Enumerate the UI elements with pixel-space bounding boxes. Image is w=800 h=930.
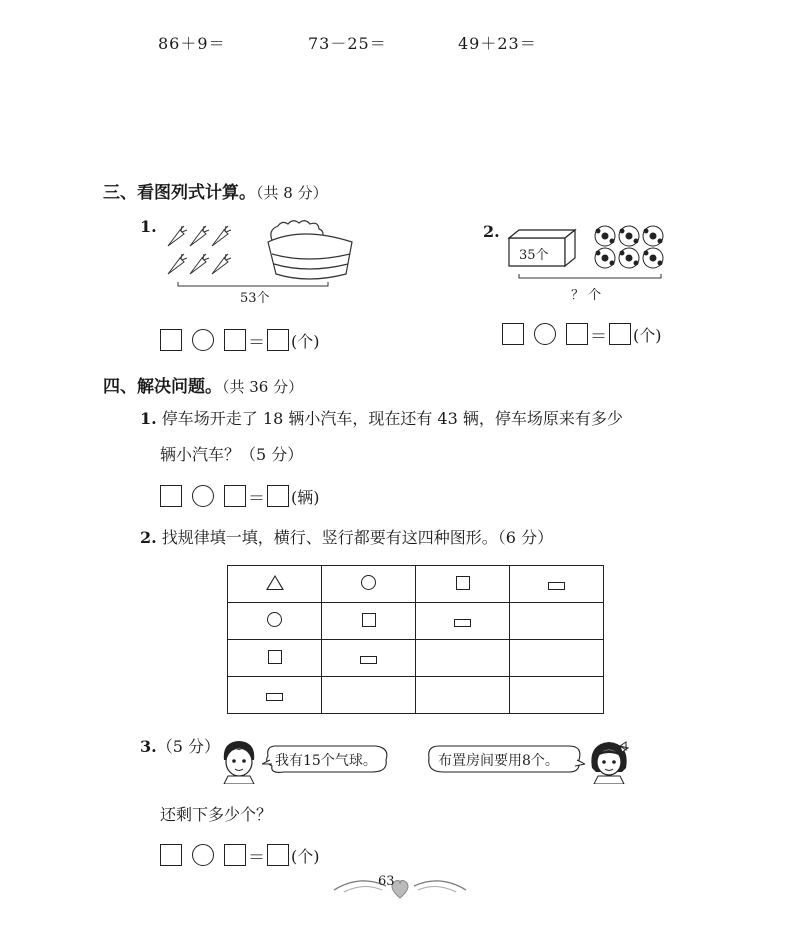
grid-cell [228,677,322,714]
s4-q3-question: 还剩下多少个？ [160,805,273,824]
answer-box[interactable] [160,329,182,351]
s4-q1-text-1: 停车场开走了 18 辆小汽车，现在还有 43 辆，停车场原来有多少 [161,409,623,428]
unit-label: (个) [291,331,320,351]
result-box[interactable] [267,485,289,507]
equals-sign: ＝ [590,326,607,347]
operator-circle[interactable] [534,323,556,345]
equation-1: 86＋9＝ [158,34,226,53]
answer-box[interactable] [224,329,246,351]
grid-cell-empty[interactable] [322,677,416,714]
grid-row [228,603,604,640]
s3-q1-total-label: 53个 [240,291,270,306]
answer-box[interactable] [224,485,246,507]
carrot-icon-group [168,226,231,274]
square-icon [362,613,376,627]
triangle-icon [266,575,284,590]
answer-box[interactable] [566,323,588,345]
section3-heading [103,178,328,203]
s3-q2-answer-row [502,322,662,346]
s4-q1-line1 [140,408,623,430]
s3-q2-unknown-label: ？ 个 [571,288,602,303]
s4-q2-line [140,527,553,549]
grid-cell-empty[interactable] [510,640,604,677]
grid-cell [416,603,510,640]
page-ornament [330,870,470,904]
section4-points: （共 36 分） [222,378,304,396]
grid-cell [228,640,322,677]
s4-q3-points: （5 分） [156,737,220,756]
answer-box[interactable] [502,323,524,345]
s4-q1-text-2: 辆小汽车？（5 分） [160,445,304,464]
s3-q1-answer-row [160,328,320,352]
girl-bubble-text: 布置房间要用8个。 [438,753,559,769]
rectangle-icon [548,582,565,590]
grid-cell [510,566,604,603]
equals-sign: ＝ [248,488,265,509]
section3-points: （共 8 分） [256,184,328,202]
grid-cell-empty[interactable] [510,677,604,714]
rectangle-icon [266,693,283,701]
unit-label: (辆) [291,487,320,507]
grid-cell [322,566,416,603]
s4-q2-text: 找规律填一填，横行、竖行都要有这四种图形。（6 分） [161,528,554,547]
s4-q3-number: 3. [140,737,157,756]
equals-sign: ＝ [248,847,265,868]
s3-q1-number: 1. [140,217,157,236]
answer-box[interactable] [224,844,246,866]
equation-2: 73－25＝ [308,34,387,53]
section4-heading [103,372,303,397]
grid-row [228,677,604,714]
boy-icon [216,738,262,784]
result-box[interactable] [609,323,631,345]
unit-label: (个) [291,846,320,866]
equation-3: 49＋23＝ [458,34,537,53]
grid-row [228,640,604,677]
brace-line [519,274,661,278]
result-box[interactable] [267,329,289,351]
circle-icon [267,612,282,627]
grid-cell [228,603,322,640]
operator-circle[interactable] [192,485,214,507]
boy-bubble-text: 我有15个气球。 [275,753,377,769]
grid-cell [322,640,416,677]
grid-cell [322,603,416,640]
grid-cell-empty[interactable] [416,677,510,714]
result-box[interactable] [267,844,289,866]
grid-cell-empty[interactable] [416,640,510,677]
s4-q2-number: 2. [140,528,157,547]
operator-circle[interactable] [192,329,214,351]
s3-q2-number: 2. [483,222,500,241]
square-icon [268,650,282,664]
answer-box[interactable] [160,844,182,866]
s4-q1-answer-row [160,484,320,508]
rectangle-icon [360,656,377,664]
girl-icon [586,738,632,784]
page-number: 63 [378,874,395,889]
s4-q3-heading [140,736,220,758]
s3-q2-box-label: 35个 [519,248,549,263]
square-icon [456,576,470,590]
section3-title: 三、看图列式计算。 [103,183,256,203]
grid-cell [228,566,322,603]
operator-circle[interactable] [192,844,214,866]
answer-box[interactable] [160,485,182,507]
football-icon-group [595,226,663,268]
equals-sign: ＝ [248,332,265,353]
basket-icon [268,221,352,279]
grid-cell [416,566,510,603]
s4-q1-number: 1. [140,409,157,428]
grid-cell-empty[interactable] [510,603,604,640]
circle-icon [361,575,376,590]
grid-row [228,566,604,603]
rectangle-icon [454,619,471,627]
brace-line [178,282,328,286]
s4-q3-answer-row [160,843,320,867]
pattern-grid [227,565,604,714]
section4-title: 四、解决问题。 [103,377,222,397]
unit-label: (个) [633,325,662,345]
